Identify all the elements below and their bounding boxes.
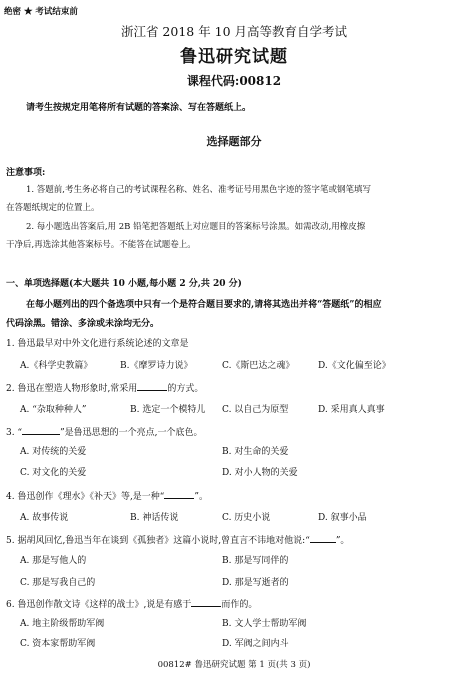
question-2-option-d: D. 采用真人真事: [318, 405, 385, 415]
answer-blank: [310, 534, 336, 543]
notes-heading: 注意事项:: [6, 168, 46, 178]
question-1-option-c: C.《斯巴达之魂》: [222, 361, 295, 371]
question-5-option-d: D. 那是写逝者的: [222, 578, 289, 588]
part1-heading: 一、单项选择题(本大题共 10 小题,每小题 2 分,共 20 分): [6, 279, 242, 289]
question-3-stem-after: ”是鲁迅思想的一个亮点,一个底色。: [60, 428, 203, 438]
course-code: 课程代码:00812: [186, 74, 282, 88]
question-3-stem: [6, 426, 203, 439]
question-4-option-b: B. 神话传说: [130, 513, 179, 523]
question-3-option-c: C. 对文化的关爱: [20, 468, 87, 478]
answer-blank: [191, 598, 221, 607]
question-4-option-a: A. 故事传说: [20, 513, 69, 523]
question-2-option-c: C. 以自己为原型: [222, 405, 289, 415]
question-2-stem: [6, 382, 203, 395]
question-2-option-a: A. “杂取种种人”: [20, 405, 87, 415]
question-1-option-d: D.《文化偏至论》: [318, 361, 391, 371]
question-2-stem-before: 2. 鲁迅在塑造人物形象时,常采用: [6, 384, 138, 394]
question-3-stem-before: 3. “: [6, 428, 23, 438]
confidential-label: 绝密 ★ 考试结束前: [4, 7, 78, 17]
question-6-option-a: A. 地主阶级帮助军阀: [20, 619, 105, 629]
question-6-option-b: B. 文人学士帮助军阀: [222, 619, 307, 629]
question-4-stem-before: 4. 鲁迅创作《理水》《补天》等,是一种“: [6, 492, 165, 502]
question-1-option-a: A.《科学史教篇》: [20, 361, 93, 371]
question-4-option-c: C. 历史小说: [222, 513, 271, 523]
question-6-option-c: C. 资本家帮助军阀: [20, 639, 96, 649]
answer-blank: [22, 426, 60, 435]
question-3-option-a: A. 对传统的关爱: [20, 447, 87, 457]
note-2-line-1: 2. 每小题选出答案后,用 2B 铅笔把答题纸上对应题目的答案标号涂黑。如需改动,用橡皮擦: [26, 222, 366, 232]
part1-desc-line-2: 代码涂黑。错涂、多涂或未涂均无分。: [6, 319, 160, 329]
exam-name: 浙江省 2018 年 10 月高等教育自学考试: [120, 24, 348, 39]
instruction: 请考生按规定用笔将所有试题的答案涂、写在答题纸上。: [26, 103, 252, 113]
question-3-option-b: B. 对生命的关爱: [222, 447, 289, 457]
answer-blank: [137, 382, 167, 391]
section-title: 选择题部分: [206, 135, 262, 148]
part1-desc-line-1: 在每小题列出的四个备选项中只有一个是符合题目要求的,请将其选出并将“答题纸”的相应: [26, 300, 382, 310]
question-2-stem-after: 的方式。: [167, 384, 204, 394]
question-6-stem: [6, 598, 257, 611]
note-1-line-2: 在答题纸规定的位置上。: [6, 203, 100, 213]
question-1-stem: 1. 鲁迅最早对中外文化进行系统论述的文章是: [6, 339, 189, 349]
question-4-stem: [6, 490, 208, 503]
question-4-stem-after: ”。: [194, 492, 209, 502]
question-2-option-b: B. 选定一个模特儿: [130, 405, 206, 415]
question-6-stem-before: 6. 鲁迅创作散文诗《这样的战士》,说是有感于: [6, 600, 192, 610]
question-5-option-c: C. 那是写我自己的: [20, 578, 96, 588]
page-title: 鲁迅研究试题: [180, 47, 288, 67]
question-6-stem-after: 而作的。: [221, 600, 258, 610]
question-1-option-b: B.《摩罗诗力说》: [120, 361, 193, 371]
question-5-stem-after: ”。: [335, 536, 350, 546]
page-footer: 00812# 鲁迅研究试题 第 1 页(共 3 页): [157, 660, 311, 670]
question-3-option-d: D. 对小人物的关爱: [222, 468, 298, 478]
note-2-line-2: 干净后,再选涂其他答案标号。不能答在试题卷上。: [6, 240, 196, 250]
question-5-option-b: B. 那是写同伴的: [222, 556, 289, 566]
question-5-option-a: A. 那是写他人的: [20, 556, 87, 566]
answer-blank: [164, 490, 194, 499]
question-4-option-d: D. 叙事小品: [318, 513, 367, 523]
question-5-stem: [6, 534, 349, 547]
note-1-line-1: 1. 答题前,考生务必将自己的考试课程名称、姓名、准考证号用黑色字迹的签字笔或钢笔填写: [26, 185, 372, 195]
question-6-option-d: D. 军阀之间内斗: [222, 639, 289, 649]
question-5-stem-before: 5. 据胡风回忆,鲁迅当年在谈到《孤独者》这篇小说时,曾直言不讳地对他说:“: [6, 536, 310, 546]
